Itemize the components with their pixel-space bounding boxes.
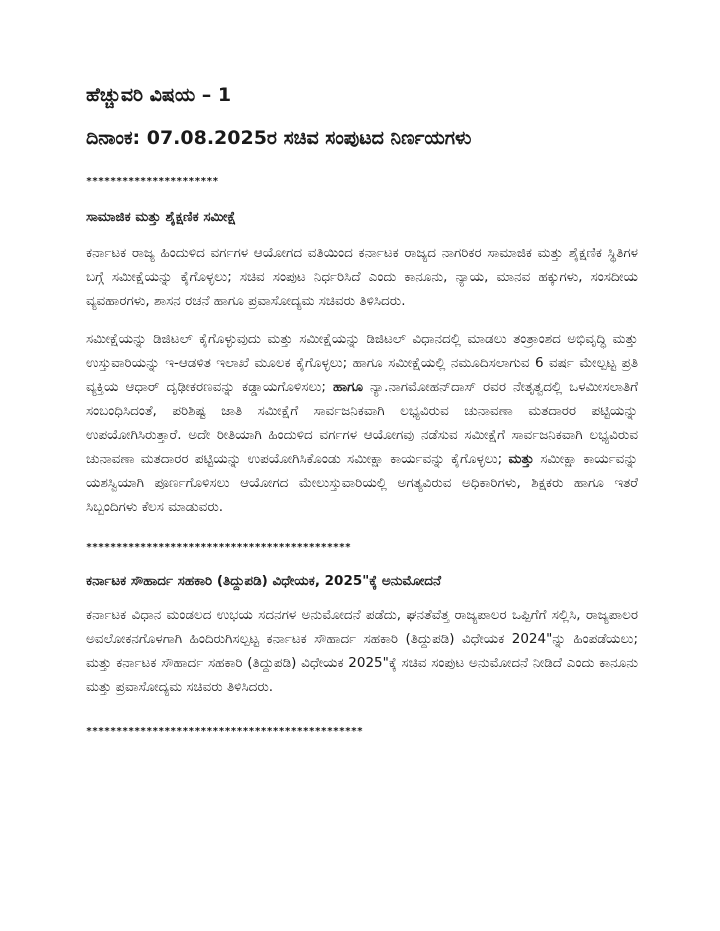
section1-title: ಸಾಮಾಜಿಕ ಮತ್ತು ಶೈಕ್ಷಣಿಕ ಸಮೀಕ್ಷೆ xyxy=(86,209,237,225)
separator-short: ********************** xyxy=(86,176,219,187)
para2-part-c: ಸಮೀಕ್ಷಾ ಕಾರ್ಯವನ್ನು ಯಶಸ್ವಿಯಾಗಿ ಪೂರ್ಣಗೊಳಿಸಲು ಆಯೋಗದ ಮೇಲುಸ್ತುವಾರಿಯಲ್ಲಿ ಅಗತ್ಯವಿರುವ ಅಧಿಕಾರಿಗಳು, ಶಿಕ್ಷಕರು ಹಾಗೂ ಇತರೆ ಸಿಬ್ಬಂದಿಗಳು ಕೆಲಸ ಮಾಡುವರು. xyxy=(86,451,638,515)
para2-bold-hagu: ಹಾಗೂ xyxy=(333,379,364,395)
document-title: ಹೆಚ್ಚುವರಿ ವಿಷಯ – 1 xyxy=(86,84,232,106)
document-body xyxy=(86,82,638,739)
section2-title: ಕರ್ನಾಟಕ ಸೌಹಾರ್ದ ಸಹಕಾರಿ (ತಿದ್ದುಪಡಿ) ವಿಧೇಯಕ, 2025"ಕ್ಕೆ ಅನುಮೋದನೆ xyxy=(86,573,442,589)
section1-paragraph2 xyxy=(86,327,638,519)
date-line: ದಿನಾಂಕ: 07.08.2025ರ ಸಚಿವ ಸಂಪುಟದ ನಿರ್ಣಯಗಳು xyxy=(86,127,472,149)
section2-paragraph1: ಕರ್ನಾಟಕ ವಿಧಾನ ಮಂಡಲದ ಉಭಯ ಸದನಗಳ ಅನುಮೋದನೆ ಪಡೆದು, ಘನತೆವೆತ್ತ ರಾಜ್ಯಪಾಲರ ಒಪ್ಪಿಗೆಗೆ ಸಲ್ಲಿಸಿ, ರಾಜ್ಯಪಾಲರ ಅವಲೋಕನಗೊಳಗಾಗಿ ಹಿಂದಿರುಗಿಸಲ್ಪಟ್ಟ ಕರ್ನಾಟಕ ಸೌಹಾರ್ದ ಸಹಕಾರಿ (ತಿದ್ದುಪಡಿ) ವಿಧೇಯಕ 2024"ನ್ನು ಹಿಂಪಡೆಯಲು; ಮತ್ತು ಕರ್ನಾಟಕ ಸೌಹಾರ್ದ ಸಹಕಾರಿ (ತಿದ್ದುಪಡಿ) ವಿಧೇಯಕ 2025"ಕ್ಕೆ ಸಚಿವ ಸಂಪುಟ ಅನುಮೋದನೆ ನೀಡಿದೆ ಎಂದು ಕಾನೂನು ಮತ್ತು ಪ್ರವಾಸೋದ್ಯಮ ಸಚಿವರು ತಿಳಿಸಿದರು. xyxy=(86,607,638,695)
section1-paragraph1: ಕರ್ನಾಟಕ ರಾಜ್ಯ ಹಿಂದುಳಿದ ವರ್ಗಗಳ ಆಯೋಗದ ವತಿಯಿಂದ ಕರ್ನಾಟಕ ರಾಜ್ಯದ ನಾಗರಿಕರ ಸಾಮಾಜಿಕ ಮತ್ತು ಶೈಕ್ಷಣಿಕ ಸ್ಥಿತಿಗಳ ಬಗ್ಗೆ ಸಮೀಕ್ಷೆಯನ್ನು ಕೈಗೊಳ್ಳಲು; ಸಚಿವ ಸಂಪುಟ ನಿರ್ಧರಿಸಿದೆ ಎಂದು ಕಾನೂನು, ನ್ಯಾಯ, ಮಾನವ ಹಕ್ಕುಗಳು, ಸಂಸದೀಯ ವ್ಯವಹಾರಗಳು, ಶಾಸನ ರಚನೆ ಹಾಗೂ ಪ್ರವಾಸೋದ್ಯಮ ಸಚಿವರು ತಿಳಿಸಿದರು. xyxy=(86,245,638,309)
separator-long-end: ********************************************** xyxy=(86,726,363,737)
para2-part-b: ನ್ಯಾ.ನಾಗಮೋಹನ್‌ದಾಸ್ ರವರ ನೇತೃತ್ವದಲ್ಲಿ ಒಳಮೀಸಲಾತಿಗೆ ಸಂಬಂಧಿಸಿದಂತೆ, ಪರಿಶಿಷ್ಟ ಜಾತಿ ಸಮೀಕ್ಷೆಗೆ ಸಾರ್ವಜನಿಕವಾಗಿ ಲಭ್ಯವಿರುವ ಚುನಾವಣಾ ಮತದಾರರ ಪಟ್ಟಿಯನ್ನು ಉಪಯೋಗಿಸಿರುತ್ತಾರೆ. ಅದೇ ರೀತಿಯಾಗಿ ಹಿಂದುಳಿದ ವರ್ಗಗಳ ಆಯೋಗವು ನಡೆಸುವ ಸಮೀಕ್ಷೆಗೆ ಸಾರ್ವಜನಿಕವಾಗಿ ಲಭ್ಯವಿರುವ ಚುನಾವಣಾ ಮತದಾರರ ಪಟ್ಟಿಯನ್ನು ಉಪಯೋಗಿಸಿಕೊಂಡು ಸಮೀಕ್ಷಾ ಕಾರ್ಯವನ್ನು ಕೈಗೊಳ್ಳಲು; xyxy=(86,379,639,467)
separator-long: ******************************************** xyxy=(86,542,351,553)
para2-bold-mattu: ಮತ್ತು xyxy=(508,451,534,467)
para2-part-a: ಸಮೀಕ್ಷೆಯನ್ನು ಡಿಜಿಟಲ್ ಕೈಗೊಳ್ಳುವುದು ಮತ್ತು ಸಮೀಕ್ಷೆಯನ್ನು ಡಿಜಿಟಲ್ ವಿಧಾನದಲ್ಲಿ ಮಾಡಲು ತಂತ್ರಾಂಶದ ಅಭಿವೃದ್ಧಿ ಮತ್ತು ಉಸ್ತುವಾರಿಯನ್ನು ಇ-ಆಡಳಿತ ಇಲಾಖೆ ಮೂಲಕ ಕೈಗೊಳ್ಳಲು; ಹಾಗೂ ಸಮೀಕ್ಷೆಯಲ್ಲಿ ನಮೂದಿಸಲಾಗುವ 6 ವರ್ಷ ಮೇಲ್ಪಟ್ಟ ಪ್ರತಿ ವ್ಯಕ್ತಿಯ ಆಧಾರ್ ದೃಢೀಕರಣವನ್ನು ಕಡ್ಡಾಯಗೊಳಿಸಲು; xyxy=(86,331,638,395)
